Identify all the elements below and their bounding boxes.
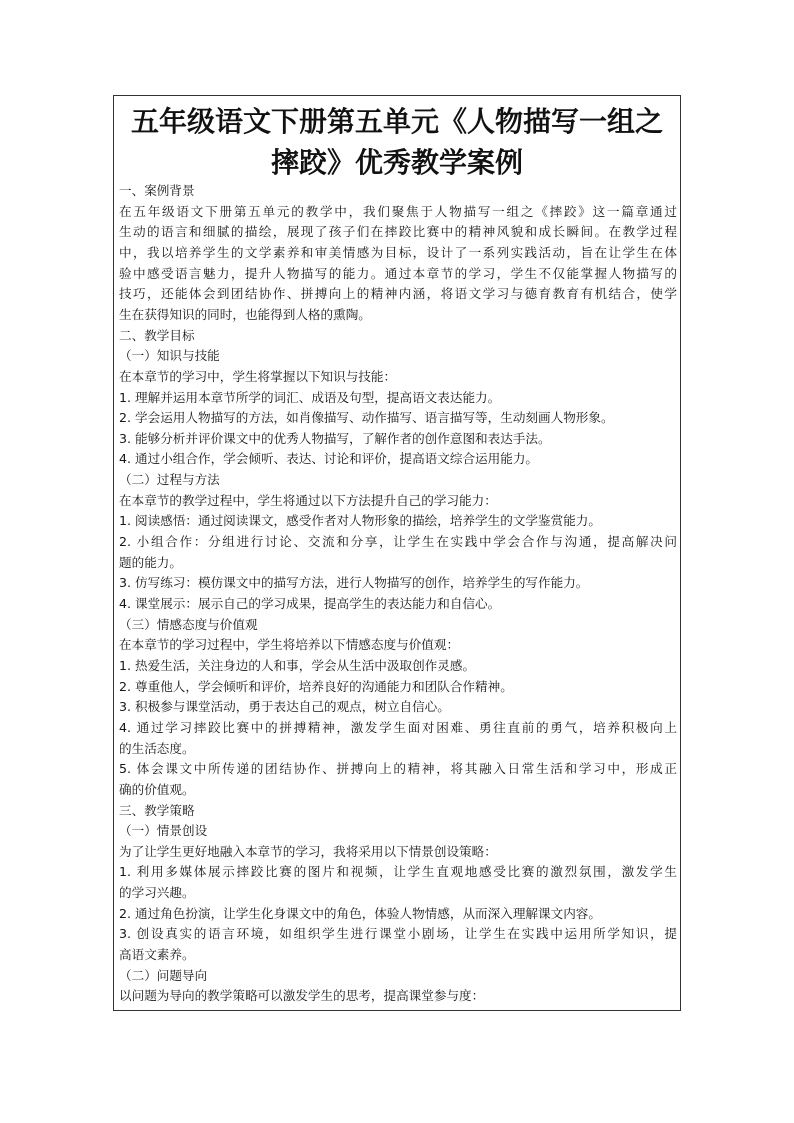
body-line: （三）情感态度与价值观 [119, 616, 258, 632]
title-line-1: 五年级语文下册第五单元《人物描写一组之 [130, 105, 663, 138]
body-line: 以问题为导向的教学策略可以激发学生的思考，提高课堂参与度： [119, 988, 485, 1004]
body-line: 三、教学策略 [119, 802, 195, 818]
body-line: 在本章节的教学过程中，学生将通过以下方法提升自己的学习能力： [119, 492, 497, 508]
body-line: 4. 通过小组合作，学会倾听、表达、讨论和评价，提高语文综合运用能力。 [119, 451, 539, 467]
body-line: 在本章节的学习过程中，学生将培养以下情感态度与价值观： [119, 637, 460, 653]
body-line: 3. 能够分析并评价课文中的优秀人物描写，了解作者的创作意图和表达手法。 [119, 430, 551, 446]
body-line: 2. 通过角色扮演，让学生化身课文中的角色，体验人物情感，从而深入理解课文内容。 [119, 905, 601, 921]
body-line: 在本章节的学习中，学生将掌握以下知识与技能： [119, 368, 397, 384]
body-line: 3. 创设真实的语言环境，如组织学生进行课堂小剧场，让学生在实践中运用所学知识，提 [119, 926, 677, 942]
body-line: （一）知识与技能 [119, 348, 220, 364]
body-line: 生在获得知识的同时，也能得到人格的熏陶。 [119, 306, 371, 322]
body-line: 的生活态度。 [119, 740, 195, 756]
body-line: 1. 阅读感悟：通过阅读课文，感受作者对人物形象的描绘，培养学生的文学鉴赏能力。 [119, 513, 601, 529]
body-line: 确的价值观。 [119, 781, 195, 797]
body-line: （二）过程与方法 [119, 472, 220, 488]
body-line: 生动的语言和细腻的描绘，展现了孩子们在摔跤比赛中的精神风貌和成长瞬间。在教学过程 [119, 224, 677, 240]
body-line: 1. 热爱生活，关注身边的人和事，学会从生活中汲取创作灵感。 [119, 657, 476, 673]
body-line: 技巧，还能体会到团结协作、拼搏向上的精神内涵，将语文学习与德育教育有机结合，使学 [119, 286, 677, 302]
title-line-2: 摔跤》优秀教学案例 [270, 146, 523, 179]
body-line: 验中感受语言魅力，提升人物描写的能力。通过本章节的学习，学生不仅能掌握人物描写的 [119, 265, 677, 281]
body-line: 3. 积极参与课堂活动，勇于表达自己的观点，树立自信心。 [119, 699, 450, 715]
body-line: 二、教学目标 [119, 327, 195, 343]
body-line: 3. 仿写练习：模仿课文中的描写方法，进行人物描写的创作，培养学生的写作能力。 [119, 575, 589, 591]
body-line: （一）情景创设 [119, 823, 208, 839]
body-line: （二）问题导向 [119, 967, 208, 983]
body-line: 1. 理解并运用本章节所学的词汇、成语及句型，提高语文表达能力。 [119, 389, 501, 405]
body-line: 2. 小组合作：分组进行讨论、交流和分享，让学生在实践中学会合作与沟通，提高解决问 [119, 534, 677, 550]
body-line: 2. 尊重他人，学会倾听和评价，培养良好的沟通能力和团队合作精神。 [119, 678, 513, 694]
body-line: 5. 体会课文中所传递的团结协作、拼搏向上的精神，将其融入日常生活和学习中，形成正 [119, 761, 677, 777]
body-line: 题的能力。 [119, 554, 182, 570]
document-title [113, 101, 681, 183]
body-line: 1. 利用多媒体展示摔跤比赛的图片和视频，让学生直观地感受比赛的激烈氛围，激发学生 [119, 864, 677, 880]
body-line: 高语文素养。 [119, 947, 195, 963]
body-line: 在五年级语文下册第五单元的教学中，我们聚焦于人物描写一组之《摔跤》这一篇章通过 [119, 203, 677, 219]
body-line: 2. 学会运用人物描写的方法，如肖像描写、动作描写、语言描写等，生动刻画人物形象。 [119, 410, 614, 426]
body-line: 4. 课堂展示：展示自己的学习成果，提高学生的表达能力和自信心。 [119, 596, 501, 611]
body-line: 的学习兴趣。 [119, 885, 195, 901]
body-line: 中，我以培养学生的文学素养和审美情感为目标，设计了一系列实践活动，旨在让学生在体 [119, 244, 677, 260]
body-line: 4. 通过学习摔跤比赛中的拼搏精神，激发学生面对困难、勇往直前的勇气，培养积极向上 [119, 719, 677, 735]
body-line: 一、案例背景 [119, 183, 195, 198]
body-line: 为了让学生更好地融入本章节的学习，我将采用以下情景创设策略： [119, 843, 497, 859]
